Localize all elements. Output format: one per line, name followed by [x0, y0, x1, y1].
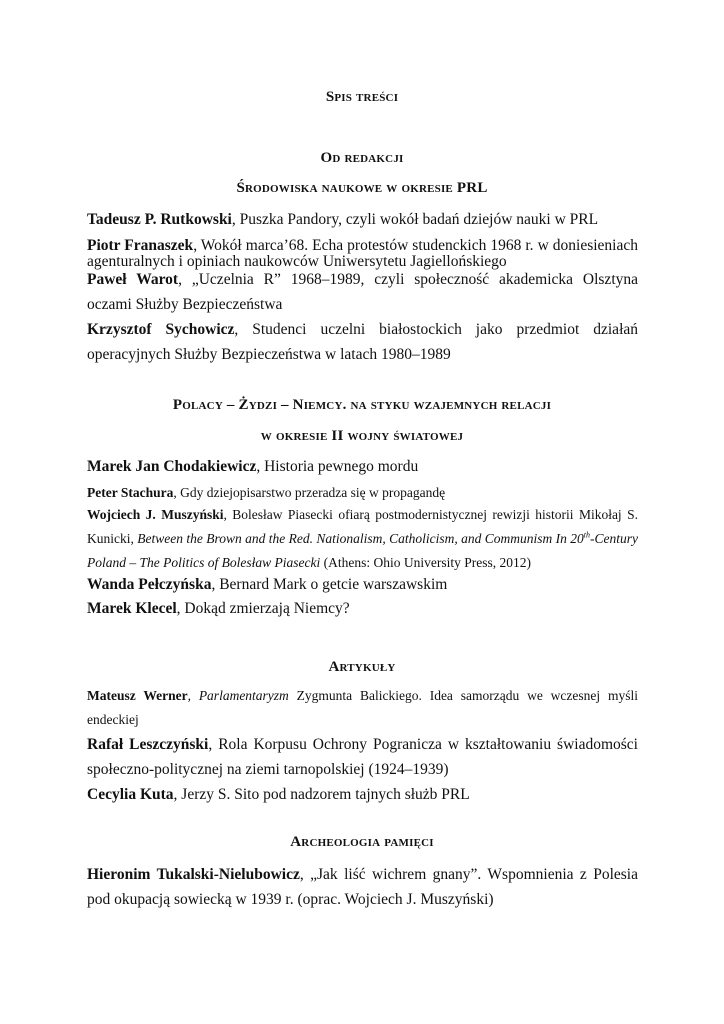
- entry-book-title-cont: -Century Poland – The Politics of Bolesław Piasecki: [87, 531, 638, 570]
- entry-book-title: Between the Brown and the Red. Nationalism, Catholicism, and Communism In 20: [137, 531, 584, 546]
- entry-title: , „Uczelnia R” 1968–1989, czyli społeczność akademicka Olsztyna oczami Służby Bezpieczeństwa: [87, 271, 638, 313]
- section-heading-artykuly: Artykuły: [328, 659, 396, 675]
- toc-entry-pelczynska[interactable]: [87, 574, 638, 596]
- toc-entry-leszczynski[interactable]: [87, 732, 638, 782]
- toc-entry-stachura[interactable]: [87, 481, 638, 505]
- entry-book-title-sup: th: [583, 530, 590, 540]
- entry-author: Wanda Pełczyńska: [87, 576, 212, 593]
- entry-author: Paweł Warot: [87, 271, 179, 288]
- entry-title: , Historia pewnego mordu: [256, 458, 419, 475]
- section-heading-srodowiska: Środowiska naukowe w okresie PRL: [236, 180, 488, 196]
- section-heading-archeologia: Archeologia pamięci: [290, 834, 434, 850]
- toc-entry-sychowicz[interactable]: [87, 317, 638, 367]
- entry-author: Marek Jan Chodakiewicz: [87, 458, 257, 475]
- toc-title: Spis treści: [325, 89, 399, 105]
- entry-author: Krzysztof Sychowicz: [87, 321, 235, 338]
- entry-title: , Gdy dziejopisarstwo przeradza się w propagandę: [173, 485, 446, 500]
- toc-entry-warot[interactable]: [87, 267, 638, 317]
- section-heading-od-redakcji: Od redakcji: [320, 150, 404, 166]
- entry-title: Zygmunta Balickiego. Idea samorządu we wczesnej myśli endeckiej: [87, 688, 639, 727]
- entry-author: Peter Stachura: [87, 485, 174, 500]
- entry-author: Rafał Leszczyński: [87, 736, 209, 753]
- entry-author: Piotr Franaszek: [87, 237, 194, 254]
- section-heading-polacy-line2: w okresie II wojny światowej: [260, 428, 464, 444]
- entry-author: Mateusz Werner: [87, 688, 188, 703]
- entry-title: , Bernard Mark o getcie warszawskim: [211, 576, 448, 593]
- toc-entry-kuta[interactable]: [87, 784, 638, 806]
- entry-title: , Jerzy S. Sito pod nadzorem tajnych służb PRL: [173, 786, 470, 803]
- entry-title-italic: Parlamentaryzm: [198, 688, 289, 703]
- entry-title: , Puszka Pandory, czyli wokół badań dziejów nauki w PRL: [231, 211, 599, 228]
- toc-entry-tukalski[interactable]: [87, 862, 638, 912]
- entry-title: , Studenci uczelni białostockich jako przedmiot działań operacyjnych Służby Bezpieczeństwa w latach 1980–1989: [87, 321, 638, 363]
- entry-title: , Rola Korpusu Ochrony Pogranicza w kształtowaniu świadomości społeczno-politycznej na ziemi tarnopolskiej (1924–1939): [87, 736, 638, 778]
- entry-author: Cecylia Kuta: [87, 786, 174, 803]
- entry-title: , Dokąd zmierzają Niemcy?: [176, 600, 350, 617]
- entry-title: , „Jak liść wichrem gnany”. Wspomnienia z Polesia pod okupacją sowiecką w 1939 r. (oprac. Wojciech J. Muszyński): [87, 866, 638, 908]
- entry-title: , Wokół marca’68. Echa protestów studenckich 1968 r. w doniesieniach agenturalnych i opiniach naukowców Uniwersytetu Jagiellońskiego: [87, 237, 638, 270]
- entry-author: Hieronim Tukalski-Nielubowicz: [87, 866, 300, 883]
- toc-entry-klecel[interactable]: [87, 598, 638, 620]
- entry-author: Tadeusz P. Rutkowski: [87, 211, 232, 228]
- section-heading-polacy-line1: Polacy – Żydzi – Niemcy. na styku wzajemnych relacji: [172, 397, 552, 413]
- entry-separator: ,: [187, 688, 199, 703]
- toc-entry-werner[interactable]: [87, 684, 638, 732]
- entry-title-part-a: , Bolesław Piasecki ofiarą postmodernistycznej rewizji historii Mikołaj S. Kunicki,: [87, 507, 638, 546]
- toc-entry-chodakiewicz[interactable]: [87, 456, 638, 478]
- entry-author: Marek Klecel: [87, 600, 177, 617]
- toc-entry-franaszek[interactable]: [87, 238, 638, 270]
- toc-entry-rutkowski[interactable]: [87, 210, 638, 230]
- entry-title-part-b: (Athens: Ohio University Press, 2012): [320, 555, 531, 570]
- toc-entry-muszynski[interactable]: [87, 503, 638, 575]
- entry-author: Wojciech J. Muszyński: [87, 507, 224, 522]
